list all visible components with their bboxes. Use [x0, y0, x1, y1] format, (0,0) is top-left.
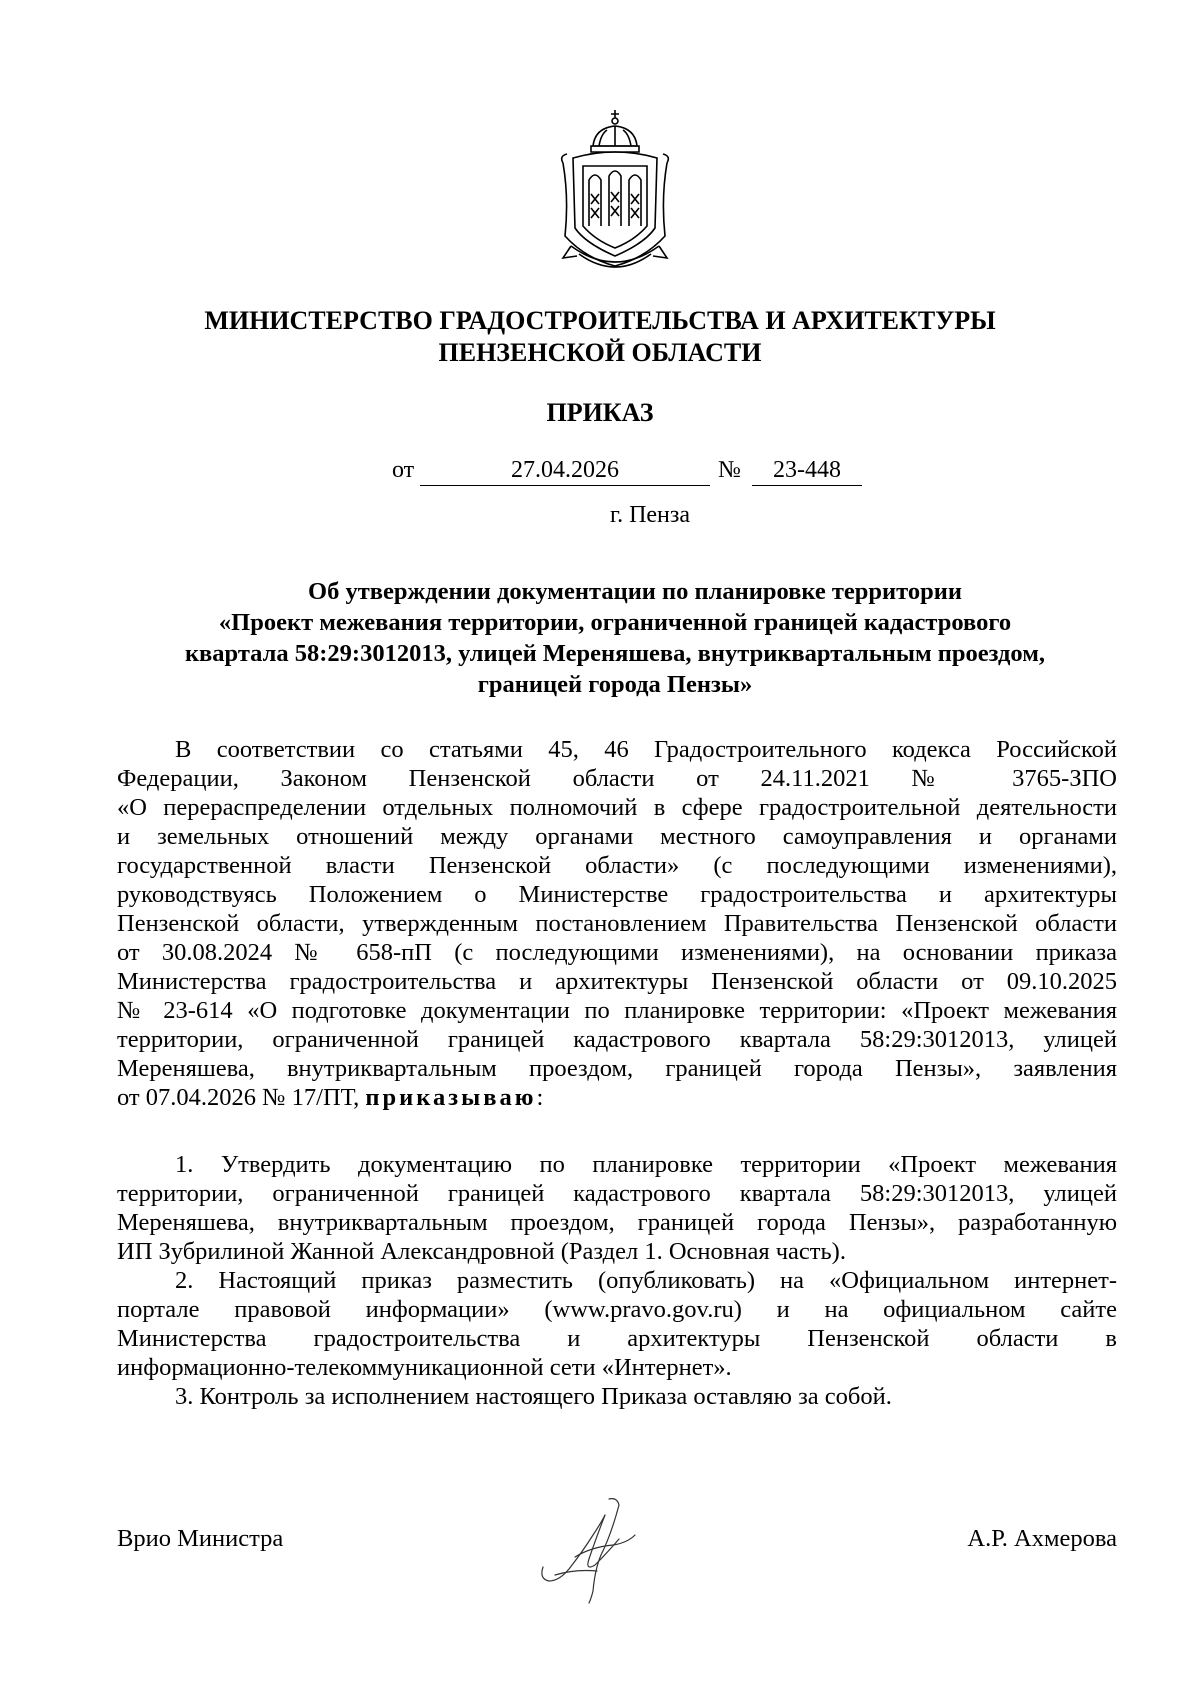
document-type-title: ПРИКАЗ	[546, 398, 654, 427]
item2-line: портале правовой информации» (www.pravo.gov.ru) и на официальном сайте	[117, 1296, 1117, 1323]
preamble-line: № 23-614 «О подготовке документации по планировке территории: «Проект межевания	[117, 997, 1117, 1024]
item3-line: 3. Контроль за исполнением настоящего Приказа оставляю за собой.	[175, 1383, 892, 1410]
item1-line: ИП Зубрилиной Жанной Александровной (Раздел 1. Основная часть).	[117, 1238, 846, 1265]
item1-line: Мереняшева, внутриквартальным проездом, границей города Пензы», разработанную	[117, 1209, 1117, 1236]
subject-line: Об утверждении документации по планировке территории	[308, 578, 962, 605]
preamble-colon: :	[536, 1084, 544, 1111]
item2-line: информационно-телекоммуникационной сети «Интернет».	[117, 1354, 732, 1381]
order-keyword: приказываю	[365, 1084, 537, 1111]
number-label: №	[718, 457, 741, 483]
document-date: 27.04.2026	[420, 455, 710, 486]
organization-name-line2: ПЕНЗЕНСКОЙ ОБЛАСТИ	[438, 338, 762, 367]
subject-line: «Проект межевания территории, ограниченной границей кадастрового	[218, 609, 1012, 636]
preamble-line: от 30.08.2024 № 658-пП (с последующими изменениями), на основании приказа	[117, 939, 1117, 966]
preamble-line: территории, ограниченной границей кадастрового квартала 58:29:3012013, улицей	[117, 1026, 1117, 1053]
item1-line: 1. Утвердить документацию по планировке территории «Проект межевания	[175, 1151, 1117, 1178]
coat-of-arms-emblem	[555, 108, 675, 273]
item2-line: 2. Настоящий приказ разместить (опубликовать) на «Официальном интернет-	[175, 1267, 1117, 1294]
signatory-role: Врио Министра	[117, 1525, 284, 1552]
preamble-line: и земельных отношений между органами местного самоуправления и органами	[117, 823, 1117, 850]
preamble-line: Министерства градостроительства и архитектуры Пензенской области от 09.10.2025	[117, 968, 1117, 995]
preamble-line: Пензенской области, утвержденным постановлением Правительства Пензенской области	[117, 910, 1117, 937]
date-label: от	[392, 457, 415, 483]
signatory-name: А.Р. Ахмерова	[967, 1525, 1117, 1552]
subject-line: квартала 58:29:3012013, улицей Мереняшева, внутриквартальным проездом,	[184, 640, 1046, 667]
preamble-line: В соответствии со статьями 45, 46 Градостроительного кодекса Российской	[175, 736, 1117, 763]
preamble-last-line	[117, 1083, 1117, 1112]
item2-line: Министерства градостроительства и архитектуры Пензенской области в	[117, 1325, 1117, 1352]
preamble-line: руководствуясь Положением о Министерстве градостроительства и архитектуры	[117, 881, 1117, 908]
preamble-line: Мереняшева, внутриквартальным проездом, границей города Пензы», заявления	[117, 1055, 1117, 1082]
document-number: 23-448	[752, 455, 862, 486]
handwritten-signature	[535, 1495, 645, 1605]
preamble-line: «О перераспределении отдельных полномочий в сфере градостроительной деятельности	[117, 794, 1117, 821]
preamble-line: Федерации, Законом Пензенской области от 24.11.2021 № 3765-ЗПО	[117, 765, 1117, 792]
subject-line: границей города Пензы»	[477, 671, 753, 698]
preamble-line: государственной власти Пензенской области» (с последующими изменениями),	[117, 852, 1117, 879]
organization-name-line1: МИНИСТЕРСТВО ГРАДОСТРОИТЕЛЬСТВА И АРХИТЕКТУРЫ	[204, 306, 996, 335]
item1-line: территории, ограниченной границей кадастрового квартала 58:29:3012013, улицей	[117, 1180, 1117, 1207]
city-name: г. Пенза	[609, 502, 691, 528]
preamble-last-text: от 07.04.2026 № 17/ПТ,	[117, 1084, 366, 1111]
